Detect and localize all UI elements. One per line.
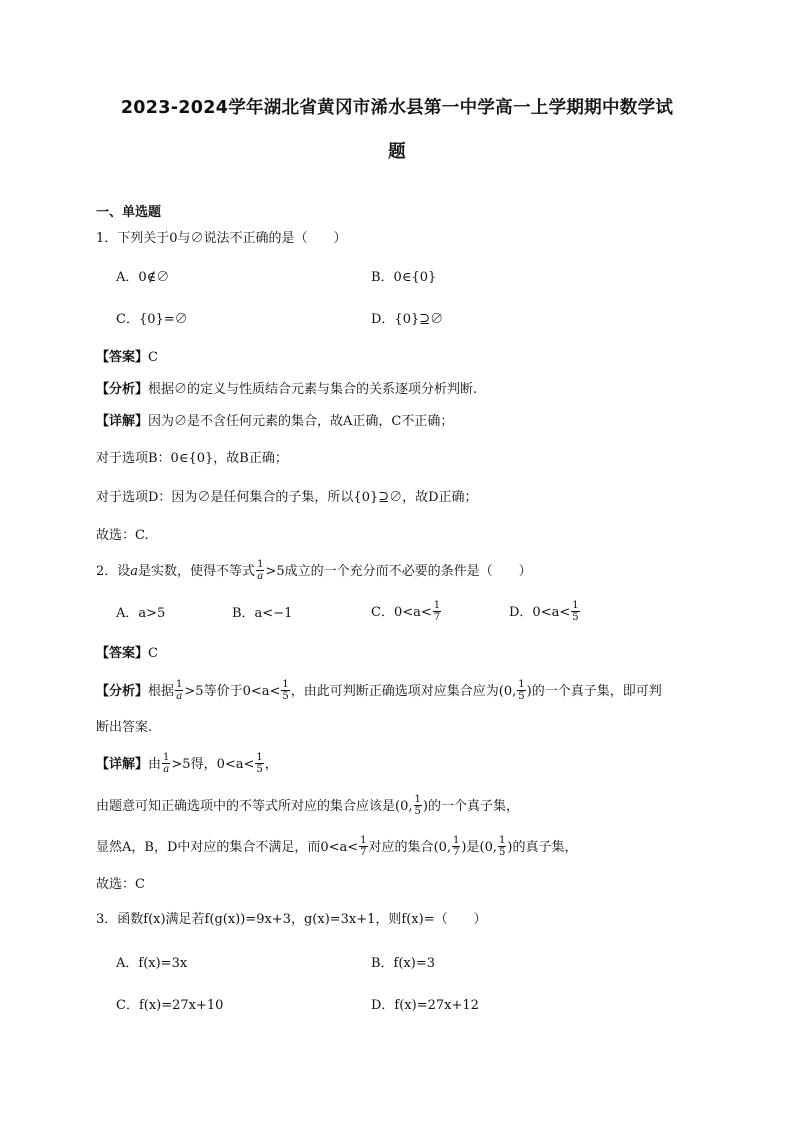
answer-tag: 【答案】 — [96, 646, 149, 661]
interval-close: ) — [422, 799, 428, 814]
title-line-1: 2023-2024学年湖北省黄冈市浠水县第一中学高一上学期期中数学试 — [120, 98, 674, 118]
fraction-1-over-5 — [571, 600, 579, 623]
q2-analysis-1: 根据 — [148, 684, 175, 699]
fraction-1-over-5 — [281, 679, 289, 702]
q2-choose: 故选：C — [96, 877, 145, 892]
frac-num: 1 — [163, 752, 170, 763]
q2-option-c-text: C．0<a< — [371, 605, 432, 620]
q2-stem — [96, 560, 532, 583]
q1-stem: 1．下列关于0与∅说法不正确的是（ ） — [96, 231, 347, 246]
q2-option-d-text: D．0<a< — [509, 605, 571, 620]
q1-choose: 故选：C. — [96, 528, 149, 543]
frac-den: a — [163, 764, 170, 775]
q1-line-b: 对于选项B：0∈{0}，故B正确； — [96, 451, 288, 466]
q1-detail: 因为∅是不含任何元素的集合，故A正确，C不正确； — [148, 414, 454, 429]
fraction-1-over-a — [162, 752, 170, 775]
frac-den: 7 — [453, 847, 460, 858]
interval-open: (0, — [433, 840, 452, 855]
fraction-1-over-7 — [452, 835, 460, 858]
detail-tag: 【详解】 — [96, 414, 149, 429]
frac-num: 1 — [257, 559, 264, 570]
interval-open: (0, — [498, 684, 517, 699]
interval-open: (0, — [395, 799, 413, 814]
fraction-1-over-5 — [517, 679, 525, 702]
q2-line3-pre: 显然A，B，D中对应的集合不满足，而0<a< — [96, 840, 359, 855]
frac-den: 5 — [572, 612, 579, 623]
q1-analysis-line — [96, 380, 477, 400]
frac-num: 1 — [453, 835, 460, 846]
q3-option-c: C．f(x)=27x+10 — [116, 998, 224, 1013]
q2-option-c — [371, 601, 442, 624]
interval-open: (0, — [479, 840, 497, 855]
q1-analysis: 根据∅的定义与性质结合元素与集合的关系逐项分析判断. — [148, 382, 478, 397]
fraction-1-over-a — [175, 679, 183, 702]
q3-option-a: A．f(x)=3x — [116, 956, 188, 971]
q2-answer-line — [96, 644, 158, 664]
answer-tag: 【答案】 — [96, 350, 149, 365]
q2-analysis-line — [96, 680, 662, 703]
q2-analysis-3: ，由此可判断正确选项对应集合应为 — [290, 684, 499, 699]
frac-den: 5 — [256, 764, 263, 775]
q1-option-a: A．0∉∅ — [116, 270, 170, 285]
fraction-1-over-a — [256, 559, 264, 582]
q1-option-b: B．0∈{0} — [371, 270, 437, 285]
frac-num: 1 — [499, 835, 506, 846]
q2-line3-is: 是 — [466, 840, 480, 855]
q2-answer: C — [148, 646, 158, 661]
fraction-1-over-5 — [414, 794, 422, 817]
q2-option-a: A．a>5 — [116, 606, 166, 621]
frac-den: 5 — [518, 691, 525, 702]
q2-stem-var: a — [130, 564, 139, 579]
frac-num: 1 — [360, 835, 367, 846]
q2-detail-2: >5得，0<a< — [171, 757, 255, 772]
q3-stem: 3．函数f(x)满足若f(g(x))=9x+3，g(x)=3x+1，则f(x)=（ ） — [96, 912, 487, 927]
document-title — [60, 86, 734, 174]
interval-close: ) — [526, 684, 532, 699]
q2-stem-ineq: >5 — [265, 564, 285, 579]
q1-option-d: D．{0}⊇∅ — [371, 312, 444, 327]
frac-den: 5 — [499, 847, 506, 858]
frac-den: 5 — [282, 691, 289, 702]
section-heading: 一、单选题 — [96, 205, 162, 220]
analysis-tag: 【分析】 — [96, 684, 149, 699]
q2-detail-line-2 — [96, 795, 519, 818]
detail-tag: 【详解】 — [96, 757, 149, 772]
q2-detail-3: ， — [264, 757, 278, 772]
q3-option-d: D．f(x)=27x+12 — [371, 998, 479, 1013]
q2-stem-pre: 2．设 — [96, 564, 131, 579]
q2-detail-line — [96, 753, 278, 776]
frac-num: 1 — [518, 679, 525, 690]
q2-analysis-cont: 断出答案. — [96, 720, 153, 735]
frac-num: 1 — [282, 679, 289, 690]
fraction-1-over-7 — [359, 835, 367, 858]
frac-den: 7 — [360, 847, 367, 858]
q1-detail-line — [96, 412, 453, 432]
q1-line-d: 对于选项D：因为∅是任何集合的子集，所以{0}⊇∅，故D正确； — [96, 490, 478, 505]
frac-num: 1 — [433, 600, 441, 611]
q2-line3-mid: 对应的集合 — [368, 840, 434, 855]
q2-stem-mid: 是实数，使得不等式 — [138, 564, 256, 579]
interval-close: ) — [461, 840, 467, 855]
fraction-1-over-7 — [433, 600, 441, 623]
frac-den: 7 — [433, 612, 441, 623]
analysis-tag: 【分析】 — [96, 382, 149, 397]
q2-option-b: B．a<−1 — [232, 606, 293, 621]
q2-line2-post: 的一个真子集， — [427, 799, 519, 814]
fraction-1-over-5 — [255, 752, 263, 775]
frac-num: 1 — [256, 752, 263, 763]
q1-option-c: C．{0}=∅ — [116, 312, 188, 327]
frac-den: a — [257, 571, 264, 582]
q2-analysis-2: >5等价于0<a< — [184, 684, 281, 699]
q2-detail-1: 由 — [148, 757, 162, 772]
frac-num: 1 — [572, 600, 579, 611]
q1-answer: C — [148, 350, 158, 365]
q2-stem-post: 成立的一个充分而不必要的条件是（ ） — [284, 564, 532, 579]
title-line-2: 题 — [388, 142, 406, 162]
frac-den: a — [176, 691, 183, 702]
q2-line3-post: 的真子集， — [512, 840, 578, 855]
q3-option-b: B．f(x)=3 — [371, 956, 436, 971]
frac-num: 1 — [176, 679, 183, 690]
frac-den: 5 — [414, 806, 421, 817]
q2-line2-text: 由题意可知正确选项中的不等式所对应的集合应该是 — [96, 799, 396, 814]
q2-detail-line-3 — [96, 836, 577, 859]
frac-num: 1 — [414, 794, 421, 805]
q2-option-d — [509, 601, 581, 624]
q2-analysis-4: 的一个真子集，即可判 — [531, 684, 662, 699]
q1-answer-line — [96, 348, 158, 368]
fraction-1-over-5 — [498, 835, 506, 858]
interval-close: ) — [507, 840, 513, 855]
